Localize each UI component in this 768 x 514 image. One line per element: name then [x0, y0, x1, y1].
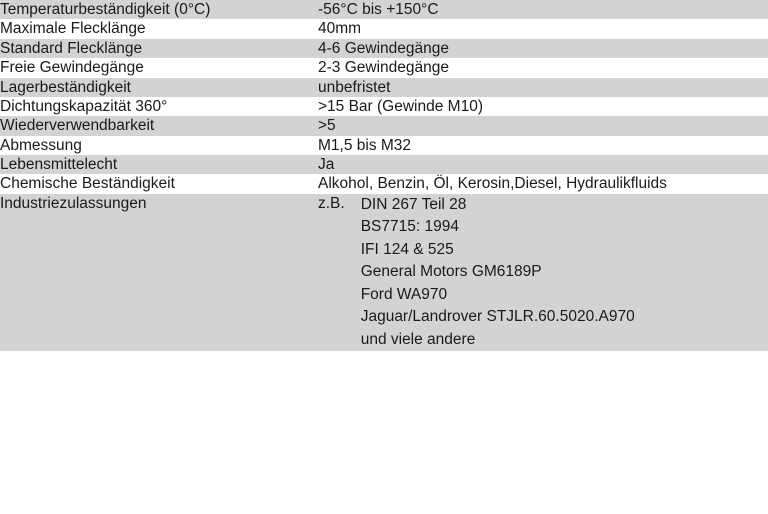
- row-label: Maximale Flecklänge: [0, 20, 146, 38]
- approvals-wrap: [318, 194, 768, 351]
- row-value: [318, 194, 768, 351]
- table-row: [0, 0, 768, 19]
- approvals-list: [361, 194, 768, 351]
- row-value: 2-3 Gewindegänge: [318, 59, 449, 77]
- row-value: >5: [318, 117, 336, 135]
- row-value: >15 Bar (Gewinde M10): [318, 97, 483, 115]
- row-label: Dichtungskapazität 360°: [0, 97, 168, 115]
- list-item: IFI 124 & 525: [360, 240, 454, 258]
- list-item: Ford WA970: [360, 285, 448, 303]
- table-row: [0, 155, 768, 174]
- row-label: Temperaturbeständigkeit (0°C): [0, 1, 211, 18]
- table-row: [0, 19, 768, 38]
- table-row: [0, 174, 768, 193]
- row-value: Ja: [318, 156, 335, 173]
- row-value: Alkohol, Benzin, Öl, Kerosin,Diesel, Hydraulikfluids: [318, 175, 667, 193]
- table-row: [0, 78, 768, 97]
- row-label: Industriezulassungen: [0, 194, 147, 212]
- row-value: M1,5 bis M32: [318, 136, 412, 154]
- table-row: [0, 58, 768, 77]
- list-item: DIN 267 Teil 28: [360, 195, 467, 213]
- row-label: Wiederverwendbarkeit: [0, 117, 155, 135]
- row-value: 4-6 Gewindegänge: [318, 39, 449, 57]
- list-item: Jaguar/Landrover STJLR.60.5020.A970: [360, 308, 635, 326]
- row-value: -56°C bis +150°C: [318, 1, 439, 18]
- row-label: Standard Flecklänge: [0, 39, 143, 57]
- row-value: 40mm: [318, 20, 362, 38]
- list-item: und viele andere: [360, 330, 476, 348]
- table-row: [0, 136, 768, 155]
- list-item: BS7715: 1994: [360, 218, 459, 236]
- approvals-prefix: z.B.: [318, 194, 345, 212]
- row-label: Lebensmittelecht: [0, 156, 118, 173]
- row-label: Lagerbeständigkeit: [0, 78, 131, 96]
- table-row: [0, 116, 768, 135]
- row-label: Chemische Beständigkeit: [0, 175, 175, 193]
- table-row-approvals: [0, 194, 768, 351]
- list-item: General Motors GM6189P: [360, 263, 542, 281]
- table-row: [0, 39, 768, 58]
- row-value: unbefristet: [318, 78, 391, 96]
- table-row: [0, 97, 768, 116]
- row-label: Abmessung: [0, 136, 82, 154]
- row-label: Freie Gewindegänge: [0, 59, 144, 77]
